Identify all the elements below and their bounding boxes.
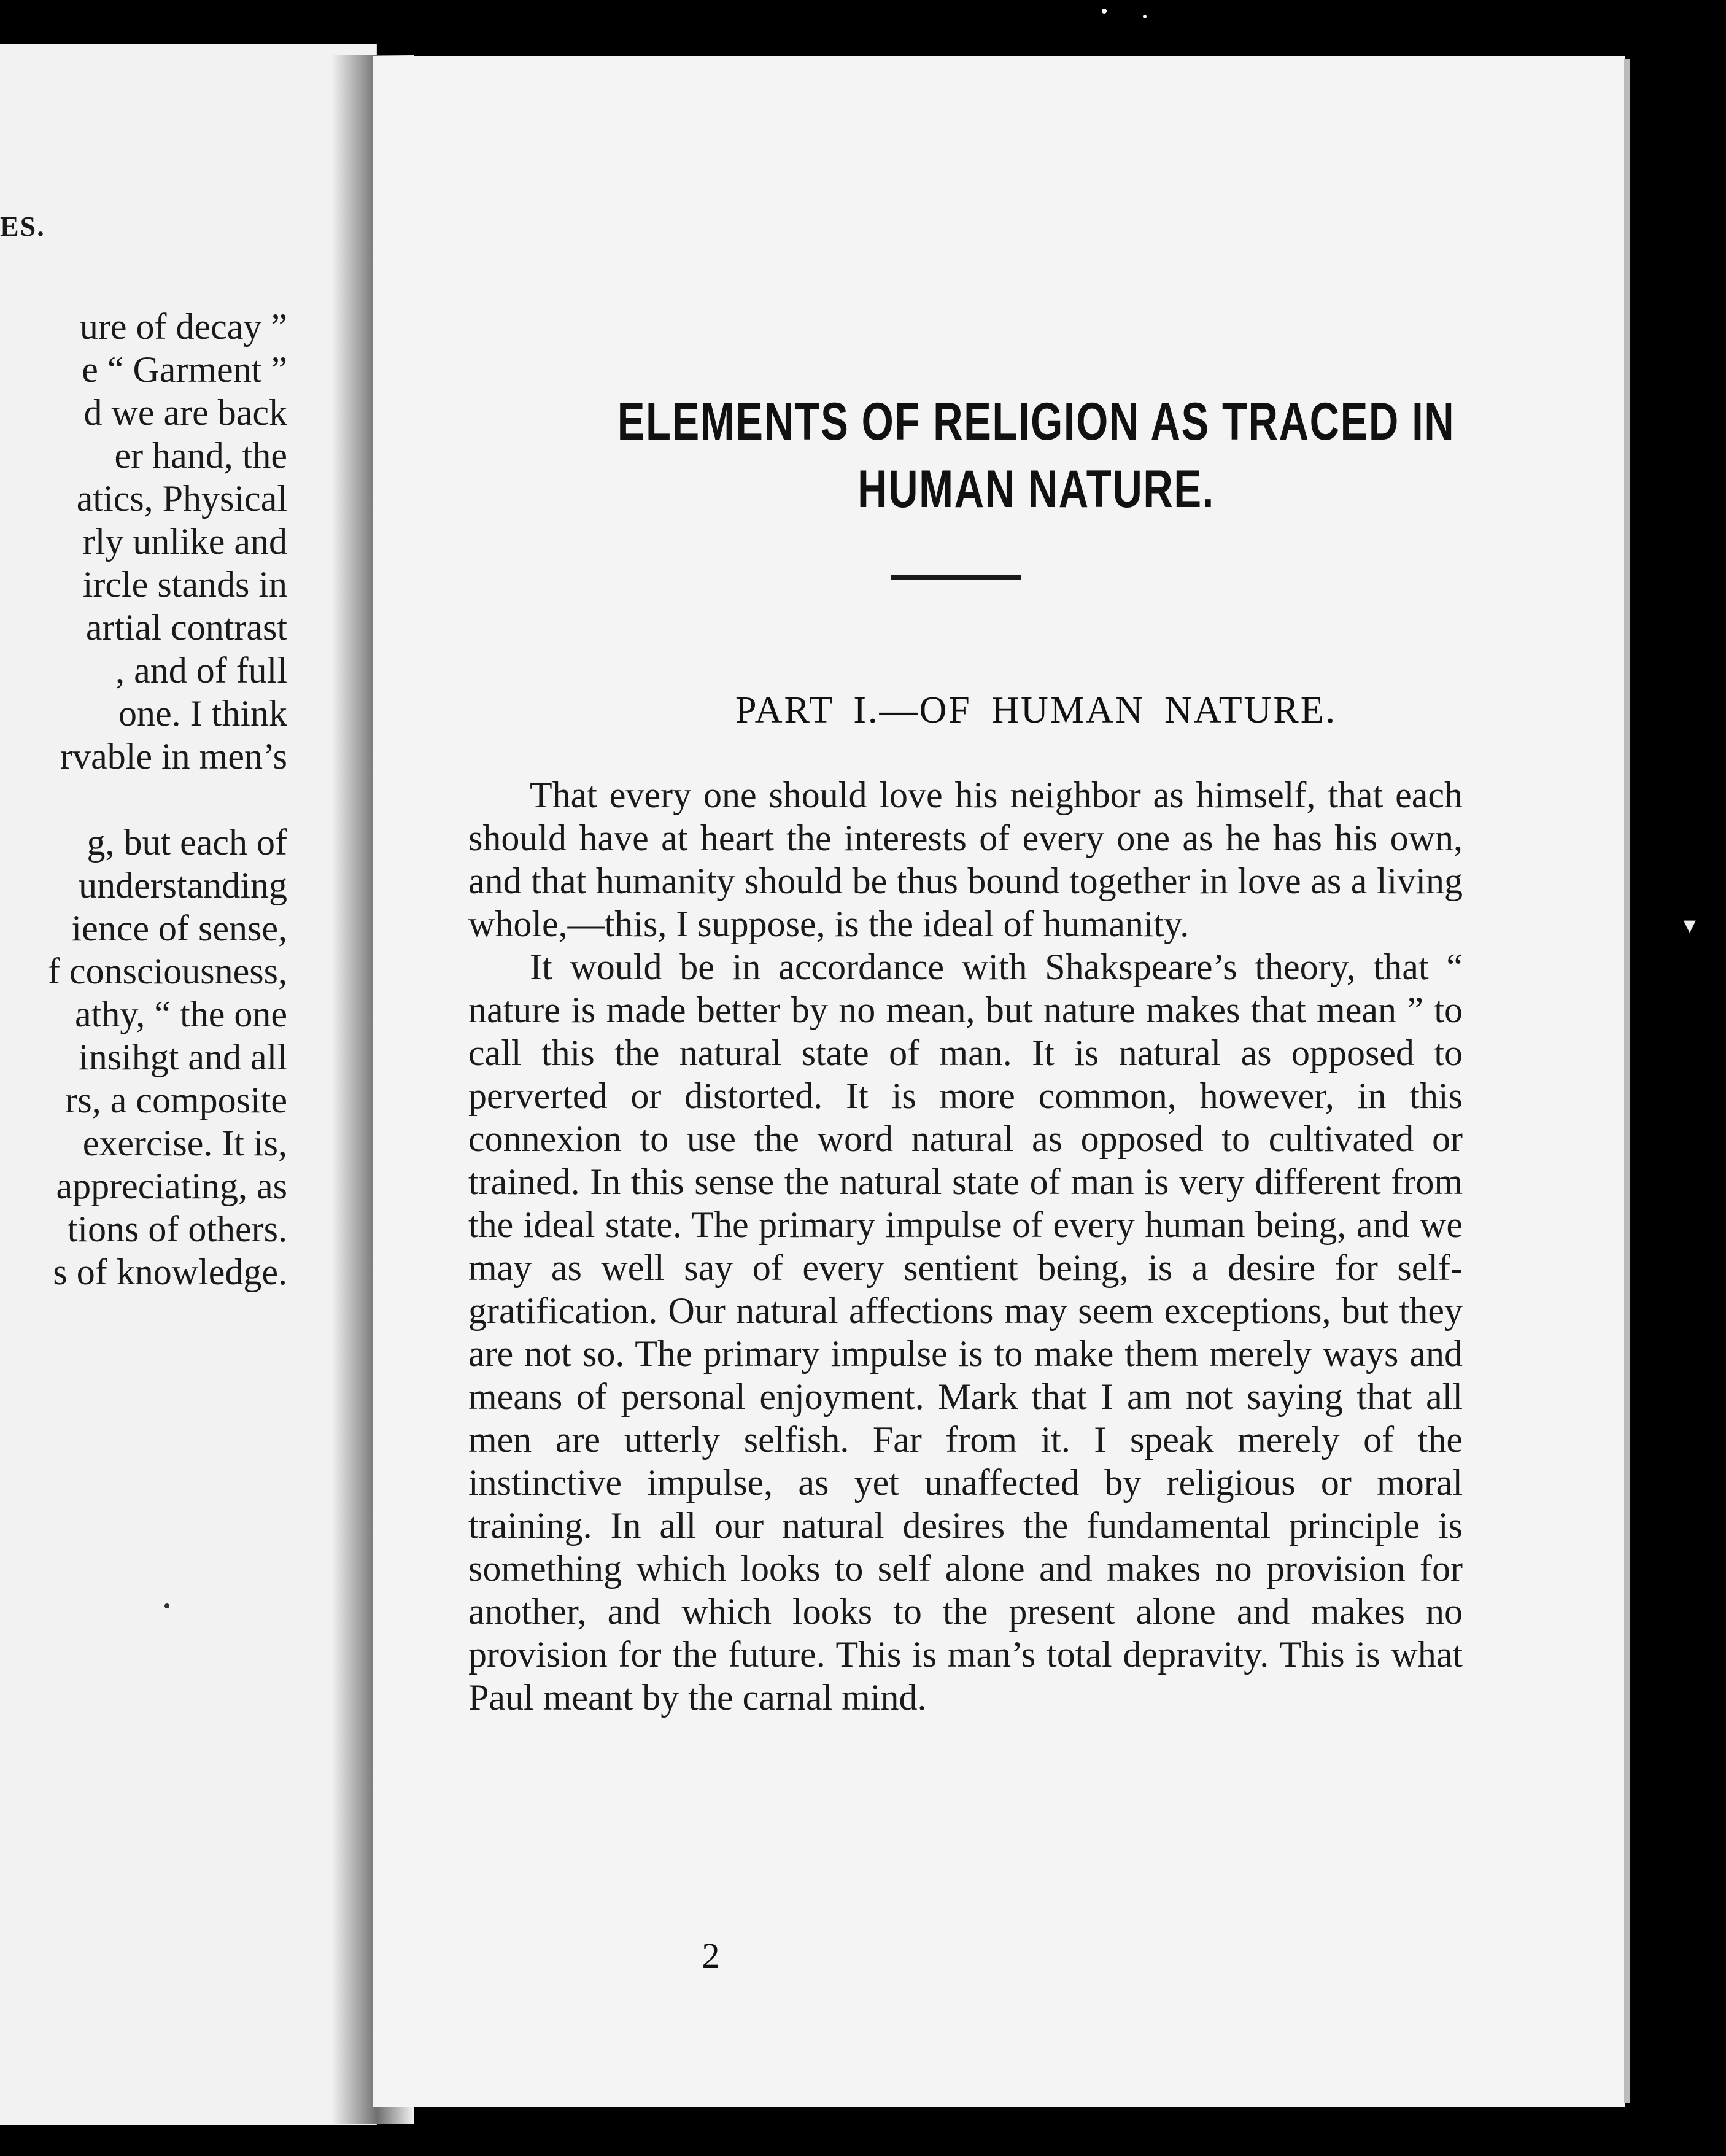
body-text bbox=[468, 774, 1463, 1719]
text-line: athy, “ the one bbox=[75, 994, 287, 1034]
text-line: f consciousness, bbox=[48, 951, 287, 991]
text-line: one. I think bbox=[118, 693, 287, 734]
text-line: ircle stands in bbox=[82, 564, 287, 605]
chapter-title-line: ELEMENTS OF RELIGION AS TRACED IN bbox=[617, 392, 1455, 451]
paragraph-gap bbox=[0, 778, 287, 821]
text-line: s of knowledge. bbox=[53, 1252, 287, 1292]
text-line: ure of decay ” bbox=[79, 306, 287, 347]
page-edge-shadow bbox=[1624, 59, 1630, 2103]
facing-page bbox=[0, 44, 377, 2125]
text-line: g, but each of bbox=[87, 822, 287, 863]
page-number: 2 bbox=[702, 1936, 720, 1976]
scan-speck bbox=[1102, 9, 1107, 14]
text-line: tions of others. bbox=[67, 1209, 287, 1249]
margin-mark: ▼ bbox=[1679, 915, 1700, 937]
page bbox=[373, 56, 1625, 2107]
paragraph: It would be in accordance with Shakspeare’s theory, that “ nature is made better by no mean, but nature makes that mean ” to call this the natural state of man. It is natural as opposed to perverted or distorted. It is more common, however, in this connexion to use the word natural as opposed to cultivated or trained. In this sense the natural state of man is very different from the ideal state. The primary impulse of every human being, and we may as well say of every sentient being, is a desire for self-gratification. Our natural affections may seem exceptions, but they are not so. The primary impulse is to make them merely ways and means of personal enjoyment. Mark that I am not saying that all men are utterly selfish. Far from it. I speak merely of the instinctive impulse, as yet unaffected by religious or moral training. In all our natural desires the fundamental principle is something which looks to self alone and makes no provision for another, and which looks to the present alone and makes no provision for the future. This is man’s total depravity. This is what Paul meant by the carnal mind. bbox=[468, 947, 1463, 1718]
chapter-title-line: HUMAN NATURE. bbox=[857, 460, 1215, 519]
running-head: ES. bbox=[0, 211, 45, 242]
facing-page-text bbox=[0, 305, 287, 1293]
text-line: rly unlike and bbox=[82, 521, 287, 562]
text-line: understanding bbox=[79, 865, 287, 905]
scan-speck bbox=[1143, 15, 1147, 18]
text-line: exercise. It is, bbox=[82, 1123, 287, 1163]
chapter-title bbox=[591, 388, 1482, 523]
part-heading: PART I.—OF HUMAN NATURE. bbox=[735, 689, 1337, 731]
text-line: d we are back bbox=[83, 392, 287, 433]
paragraph: That every one should love his neighbor as himself, that each should have at heart the interests of every one as he has his own, and that humanity should be thus bound together in love as a living whole,—this, I suppose, is the ideal of humanity. bbox=[468, 775, 1463, 944]
text-line: appreciating, as bbox=[56, 1166, 287, 1206]
text-line: , and of full bbox=[115, 650, 287, 691]
text-line: artial contrast bbox=[85, 607, 287, 648]
text-line: ience of sense, bbox=[71, 908, 287, 948]
text-line: rs, a composite bbox=[65, 1080, 287, 1120]
text-line: rvable in men’s bbox=[60, 736, 287, 777]
ink-speck bbox=[164, 1603, 169, 1608]
text-line: e “ Garment ” bbox=[82, 349, 287, 390]
text-line: er hand, the bbox=[114, 435, 287, 476]
text-line: insihgt and all bbox=[79, 1037, 287, 1077]
text-line: atics, Physical bbox=[76, 478, 287, 519]
title-rule bbox=[891, 575, 1021, 580]
